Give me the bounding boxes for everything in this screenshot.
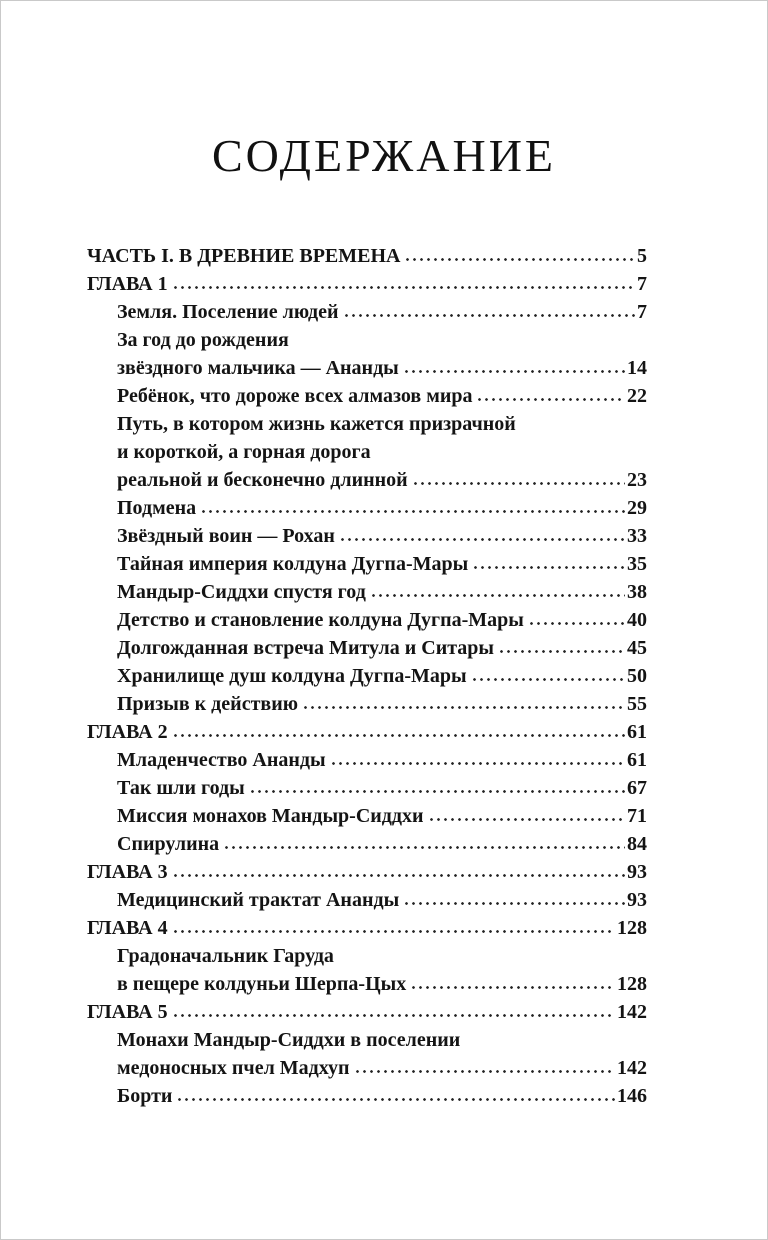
toc-page-number: 84 (627, 833, 647, 855)
toc-entry-row (87, 522, 647, 550)
toc-entry (87, 270, 647, 298)
toc-entry-text: Миссия монахов Мандыр-Сиддхи (117, 805, 424, 827)
toc-page-number: 67 (627, 777, 647, 799)
toc-page-number: 142 (617, 1057, 647, 1079)
toc-page-number: 128 (617, 917, 647, 939)
toc-entry-row (87, 970, 647, 998)
toc-entry-row (87, 914, 647, 942)
toc-page-number: 61 (627, 749, 647, 771)
toc-entry (87, 578, 647, 606)
toc-entry-row (87, 1082, 647, 1110)
dot-leader (172, 874, 625, 877)
toc-entry (87, 802, 647, 830)
dot-leader (412, 482, 625, 485)
toc-entry-row (87, 802, 647, 830)
toc-entry (87, 662, 647, 690)
toc-page-number: 55 (627, 693, 647, 715)
toc-entry-text: ГЛАВА 2 (87, 721, 168, 743)
toc-entry (87, 326, 647, 382)
toc-entry (87, 522, 647, 550)
toc-entry (87, 410, 647, 494)
toc-entry-text: Так шли годы (117, 777, 245, 799)
toc-entry (87, 298, 647, 326)
dot-leader (302, 706, 625, 709)
toc-entry-text: Хранилище душ колдуна Дугпа-Мары (117, 665, 467, 687)
toc-page-number: 128 (617, 973, 647, 995)
toc-entry-row (87, 690, 647, 718)
dot-leader (404, 258, 635, 261)
dot-leader (343, 314, 635, 317)
toc-entry-text: Тайная империя колдуна Дугпа-Мары (117, 553, 469, 575)
toc-entry (87, 746, 647, 774)
toc-entry-text: в пещере колдуньи Шерпа-Цых (117, 973, 407, 995)
toc-entry-text: За год до рождения (117, 329, 289, 351)
toc-page-number: 40 (627, 609, 647, 631)
toc-entry-text: Градоначальник Гаруда (117, 945, 334, 967)
dot-leader (471, 678, 625, 681)
page-title: СОДЕРЖАНИЕ (211, 130, 557, 181)
toc-entry-text: Путь, в котором жизнь кажется призрачной (117, 413, 516, 435)
toc-entry-row (87, 858, 647, 886)
toc-page-number: 29 (627, 497, 647, 519)
toc-entry-text: Детство и становление колдуна Дугпа-Мары (117, 609, 524, 631)
toc-page-number: 23 (627, 469, 647, 491)
toc-list (1, 242, 767, 1110)
toc-entry (87, 634, 647, 662)
toc-entry-text: Спирулина (117, 833, 220, 855)
toc-entry (87, 830, 647, 858)
toc-page-number: 71 (627, 805, 647, 827)
dot-leader (476, 398, 625, 401)
toc-entry-row (87, 886, 647, 914)
toc-entry-row (87, 270, 647, 298)
toc-entry-text: ГЛАВА 5 (87, 1001, 168, 1023)
toc-entry-text: Монахи Мандыр-Сиддхи в поселении (117, 1029, 461, 1051)
dot-leader (370, 594, 625, 597)
toc-entry-text: Подмена (117, 497, 197, 519)
toc-entry-row (87, 494, 647, 522)
toc-entry (87, 550, 647, 578)
toc-entry-row (87, 746, 647, 774)
toc-entry (87, 774, 647, 802)
dot-leader (354, 1070, 615, 1073)
toc-page-number: 45 (627, 637, 647, 659)
toc-page-number: 142 (617, 1001, 647, 1023)
toc-entry (87, 942, 647, 998)
toc-page-number: 7 (637, 301, 647, 323)
toc-page-number: 61 (627, 721, 647, 743)
toc-entry (87, 1082, 647, 1110)
dot-leader (498, 650, 625, 653)
dot-leader (528, 622, 625, 625)
toc-entry-text: Младенчество Ананды (117, 749, 326, 771)
toc-page-number: 146 (617, 1085, 647, 1107)
toc-entry-row (87, 382, 647, 410)
toc-entry-row (87, 354, 647, 382)
toc-entry (87, 858, 647, 886)
toc-entry-row (87, 662, 647, 690)
toc-entry-row (87, 718, 647, 746)
toc-entry (87, 242, 647, 270)
toc-entry-text: звёздного мальчика — Ананды (117, 357, 399, 379)
toc-entry-text: медоносных пчел Мадхуп (117, 1057, 350, 1079)
toc-entry-row (87, 578, 647, 606)
toc-entry (87, 1026, 647, 1082)
toc-entry (87, 382, 647, 410)
dot-leader (176, 1098, 615, 1101)
dot-leader (330, 762, 625, 765)
toc-page-number: 14 (627, 357, 647, 379)
toc-entry-text: ГЛАВА 1 (87, 273, 168, 295)
toc-page-number: 33 (627, 525, 647, 547)
dot-leader (339, 538, 625, 541)
dot-leader (172, 930, 615, 933)
toc-entry-row (87, 998, 647, 1026)
toc-page-number: 50 (627, 665, 647, 687)
toc-entry-row (87, 830, 647, 858)
toc-entry-text: Звёздный воин — Рохан (117, 525, 335, 547)
toc-page-number: 35 (627, 553, 647, 575)
dot-leader (172, 1014, 615, 1017)
dot-leader (200, 510, 625, 513)
dot-leader (249, 790, 625, 793)
toc-entry-row (87, 466, 647, 494)
toc-entry-text: Мандыр-Сиддхи спустя год (117, 581, 366, 603)
toc-entry-row (87, 1054, 647, 1082)
toc-entry-row (87, 774, 647, 802)
toc-entry-row (87, 550, 647, 578)
toc-page-number: 7 (637, 273, 647, 295)
toc-entry-text: Призыв к действию (117, 693, 299, 715)
toc-entry-text: Борти (117, 1085, 173, 1107)
toc-entry (87, 998, 647, 1026)
toc-entry-text: Ребёнок, что дороже всех алмазов мира (117, 385, 473, 407)
toc-entry (87, 886, 647, 914)
dot-leader (172, 286, 635, 289)
toc-entry (87, 494, 647, 522)
toc-entry-text: ГЛАВА 4 (87, 917, 168, 939)
toc-page-number: 93 (627, 889, 647, 911)
dot-leader (172, 734, 625, 737)
toc-page-number: 38 (627, 581, 647, 603)
toc-entry-row (87, 606, 647, 634)
toc-page-number: 5 (637, 245, 647, 267)
toc-page-number: 22 (627, 385, 647, 407)
dot-leader (223, 846, 625, 849)
toc-entry (87, 690, 647, 718)
toc-entry-text: Долгожданная встреча Митула и Ситары (117, 637, 495, 659)
toc-entry (87, 718, 647, 746)
toc-entry-text: ЧАСТЬ I. В ДРЕВНИЕ ВРЕМЕНА (87, 245, 401, 267)
toc-entry-text: и короткой, а горная дорога (117, 441, 371, 463)
toc-entry-text: Земля. Поселение людей (117, 301, 339, 323)
toc-entry-row (87, 298, 647, 326)
toc-entry-text: реальной и бесконечно длинной (117, 469, 408, 491)
dot-leader (403, 370, 625, 373)
dot-leader (410, 986, 615, 989)
toc-entry-row (87, 634, 647, 662)
toc-entry (87, 606, 647, 634)
dot-leader (428, 818, 625, 821)
dot-leader (403, 902, 625, 905)
dot-leader (472, 566, 625, 569)
toc-entry (87, 914, 647, 942)
toc-entry-row (87, 242, 647, 270)
toc-entry-text: ГЛАВА 3 (87, 861, 168, 883)
toc-page-number: 93 (627, 861, 647, 883)
toc-entry-text: Медицинский трактат Ананды (117, 889, 400, 911)
